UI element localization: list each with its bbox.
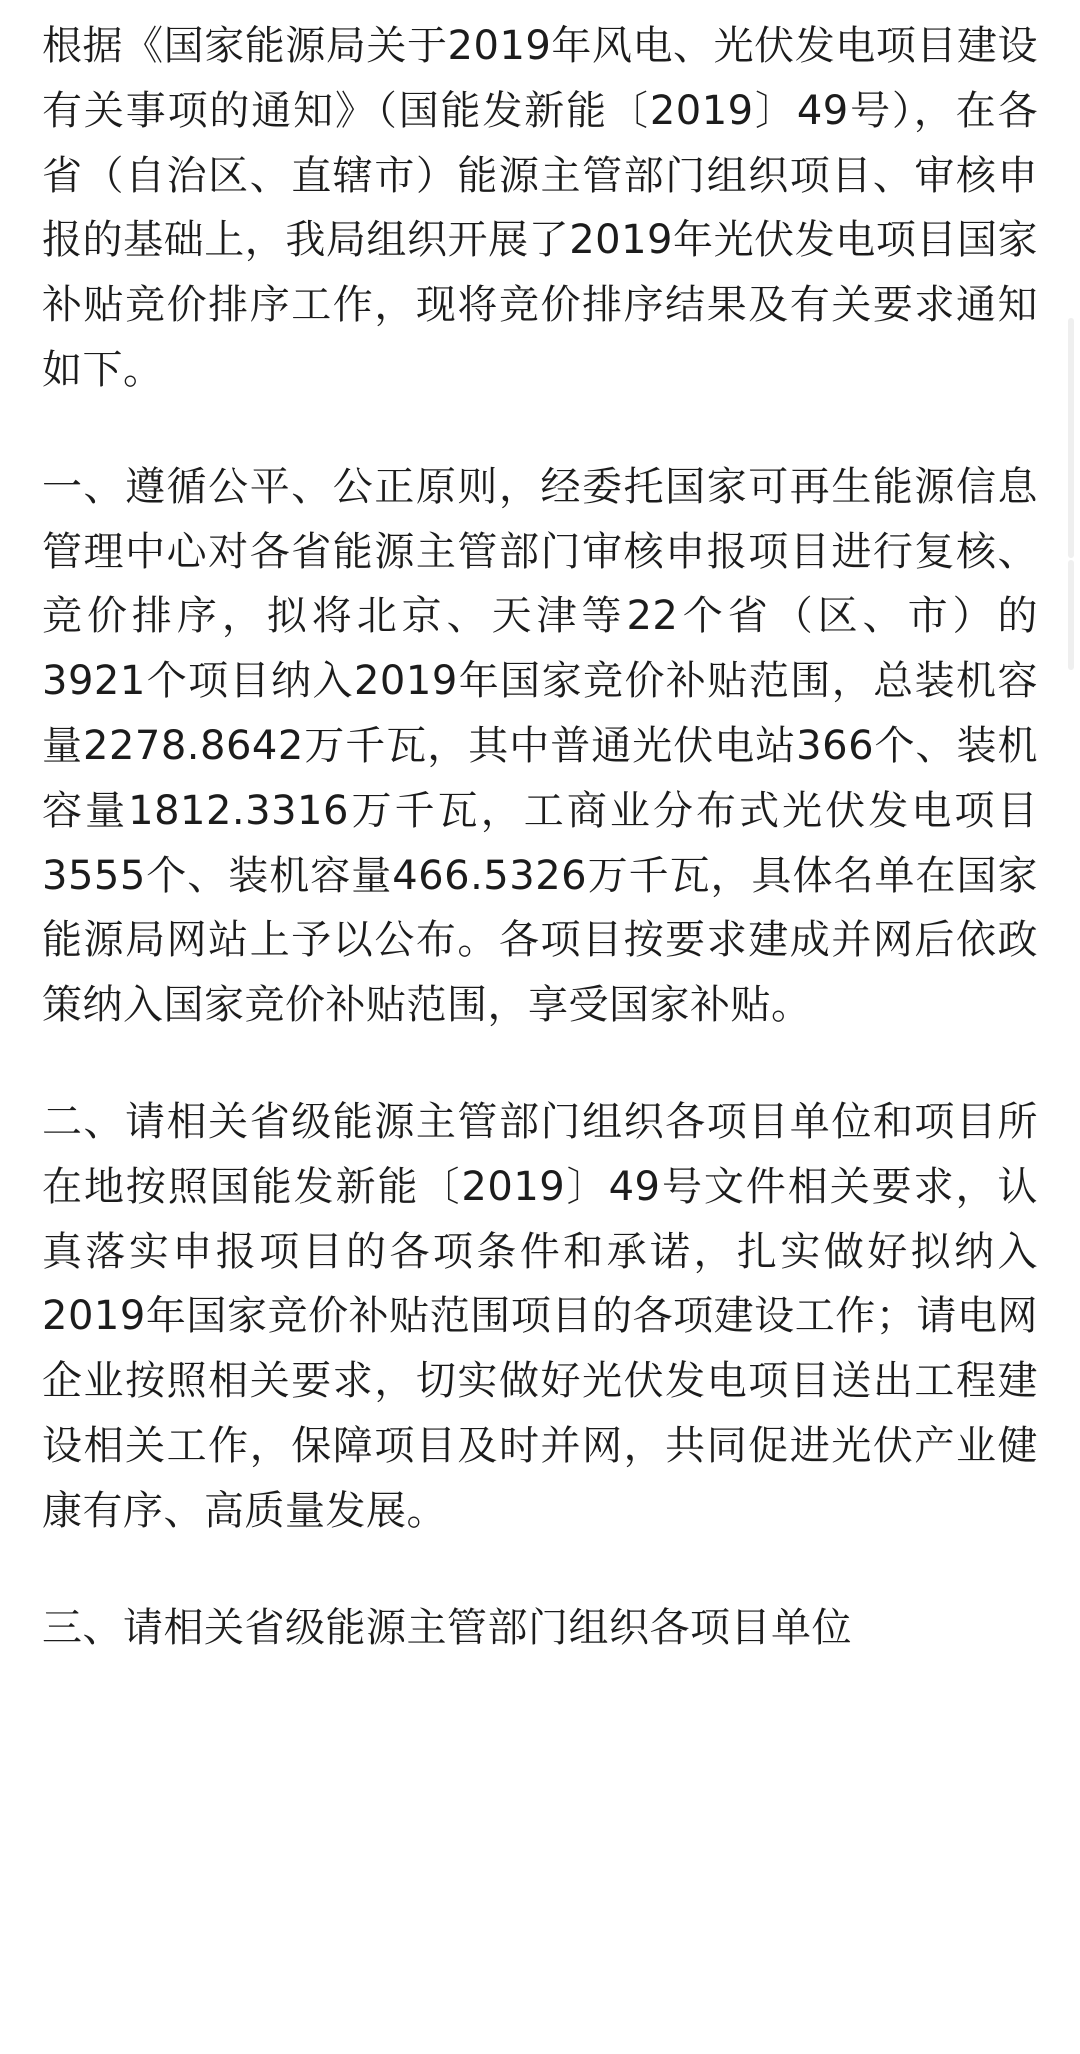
paragraph-item-3: 三、请相关省级能源主管部门组织各项目单位 xyxy=(42,1604,852,1651)
document-body xyxy=(42,0,1038,1660)
paragraph-item-1: 一、遵循公平、公正原则，经委托国家可再生能源信息管理中心对各省能源主管部门审核申报项目进行复核、竞价排序，拟将北京、天津等22个省（区、市）的3921个项目纳入2019年国家竞价补贴范围，总装机容量2278.8642万千瓦，其中普通光伏电站366个、装机容量1812.3316万千瓦，工商业分布式光伏发电项目3555个、装机容量466.5326万千瓦，具体名单在国家能源局网站上予以公布。各项目按要求建成并网后依政策纳入国家竞价补贴范围，享受国家补贴。 xyxy=(42,463,1038,1029)
scroll-edge-guide-upper xyxy=(1068,318,1074,558)
paragraph-intro: 根据《国家能源局关于2019年风电、光伏发电项目建设有关事项的通知》（国能发新能〔2019〕49号），在各省（自治区、直辖市）能源主管部门组织项目、审核申报的基础上，我局组织开展了2019年光伏发电项目国家补贴竞价排序工作，现将竞价排序结果及有关要求通知如下。 xyxy=(42,23,1038,393)
scroll-edge-guide-lower xyxy=(1068,560,1074,670)
paragraph-item-2: 二、请相关省级能源主管部门组织各项目单位和项目所在地按照国能发新能〔2019〕49号文件相关要求，认真落实申报项目的各项条件和承诺，扎实做好拟纳入2019年国家竞价补贴范围项目的各项建设工作；请电网企业按照相关要求，切实做好光伏发电项目送出工程建设相关工作，保障项目及时并网，共同促进光伏产业健康有序、高质量发展。 xyxy=(42,1098,1038,1534)
